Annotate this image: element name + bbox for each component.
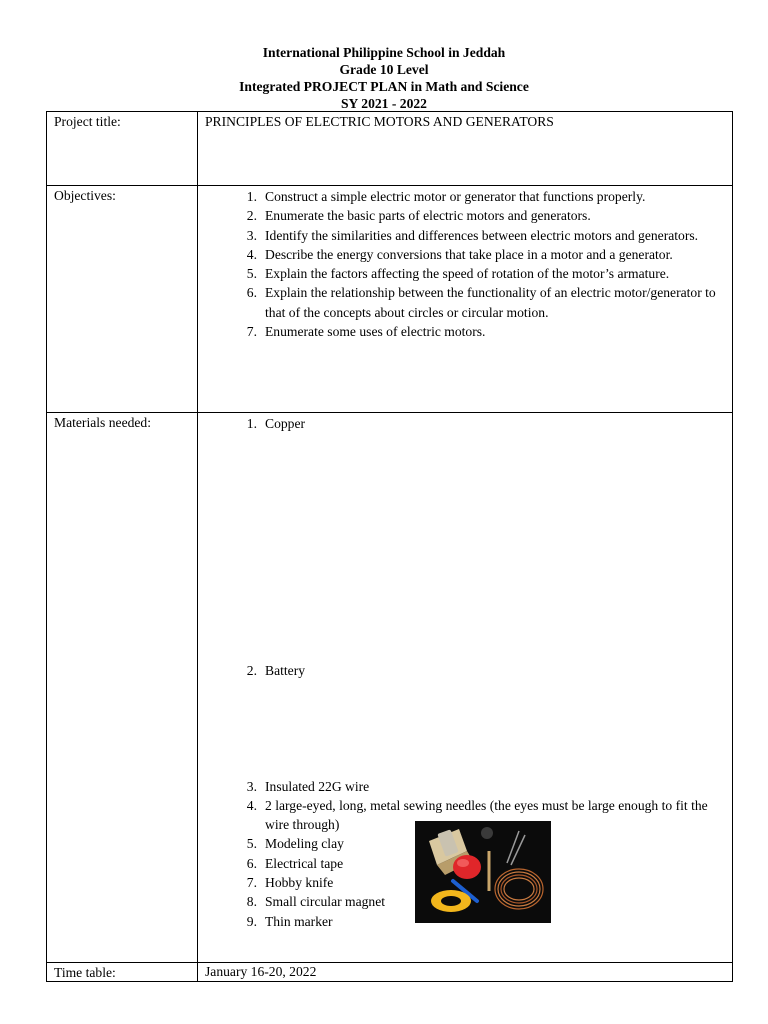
list-item: 5. Modeling clay bbox=[246, 836, 344, 852]
project-title-value: PRINCIPLES OF ELECTRIC MOTORS AND GENERATORS bbox=[205, 114, 554, 129]
objectives-list bbox=[205, 187, 726, 341]
list-item: 2. Battery bbox=[246, 663, 306, 679]
project-plan-table bbox=[46, 111, 733, 982]
list-item: 2. Enumerate the basic parts of electric motors and generators. bbox=[246, 208, 591, 224]
materials-photo bbox=[415, 821, 551, 923]
list-item: 6. Electrical tape bbox=[246, 855, 344, 871]
timetable-row bbox=[47, 963, 733, 982]
materials-label: Materials needed: bbox=[47, 413, 198, 963]
list-item: 4. Describe the energy conversions that take place in a motor and a generator. bbox=[246, 246, 673, 262]
objectives-row bbox=[47, 186, 733, 413]
plan-title: Integrated PROJECT PLAN in Math and Science bbox=[239, 79, 529, 94]
materials-row bbox=[47, 413, 733, 963]
list-item: 6. Explain the relationship between the functionality of an electric motor/generator to that of the concepts about circles or circular motion. bbox=[246, 285, 716, 320]
list-item: 3. Identify the similarities and differences between electric motors and generators. bbox=[246, 227, 699, 243]
materials-photo-image bbox=[415, 821, 551, 923]
list-item: 8. Small circular magnet bbox=[246, 894, 386, 910]
grade-level: Grade 10 Level bbox=[339, 62, 429, 77]
timetable-label: Time table: bbox=[47, 963, 198, 982]
timetable-value: January 16-20, 2022 bbox=[198, 963, 733, 982]
objectives-label: Objectives: bbox=[47, 186, 198, 413]
list-item: 7. Hobby knife bbox=[246, 875, 334, 891]
project-title-row bbox=[47, 112, 733, 186]
school-name: International Philippine School in Jeddah bbox=[262, 45, 506, 60]
project-title-label: Project title: bbox=[47, 112, 198, 186]
list-item: 4. 2 large-eyed, long, metal sewing needles (the eyes must be large enough to fit the wire through) bbox=[246, 797, 708, 833]
list-item: 5. Explain the factors affecting the speed of rotation of the motor’s armature. bbox=[246, 266, 670, 282]
list-item: 7. Enumerate some uses of electric motors. bbox=[246, 324, 486, 340]
school-year: SY 2021 - 2022 bbox=[341, 96, 427, 111]
list-item: 1. Copper bbox=[246, 416, 306, 431]
document-header bbox=[0, 44, 768, 112]
list-item: 3. Insulated 22G wire bbox=[246, 778, 370, 794]
list-item: 1. Construct a simple electric motor or generator that functions properly. bbox=[246, 189, 646, 204]
list-item: 9. Thin marker bbox=[246, 913, 333, 929]
